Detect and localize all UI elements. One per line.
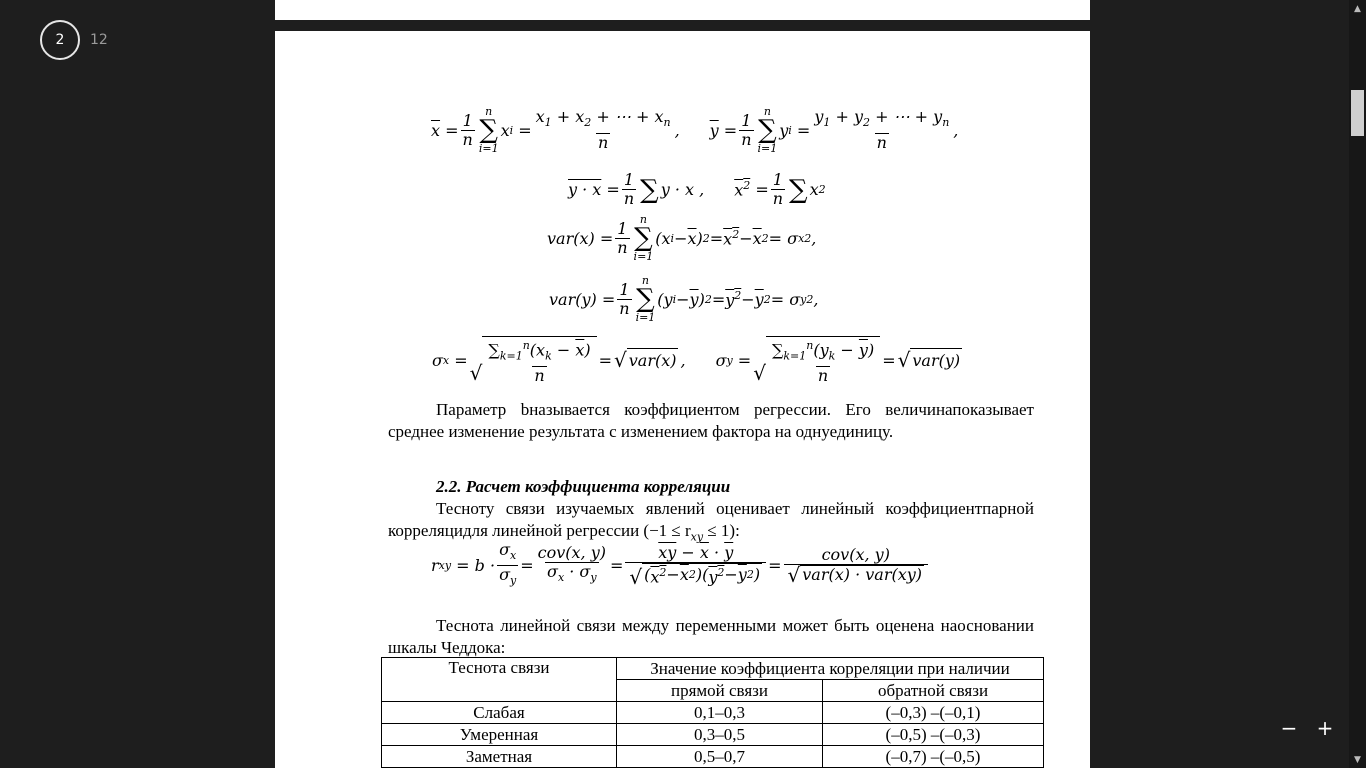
formula-means: $\overline{x}$ = $\frac{1}{n}$ n ∑ i=1 x i = $\frac{x_1 + x_2 + \cdots + x_n}{n}$ , $\overline{y}$ = $\frac{1}{n}$ n ∑ i=1 y i = $\frac{y_1 + y_2 + \cdots + y_n}{n}$ ,	[431, 105, 959, 155]
page-indicator	[40, 20, 108, 60]
formula-products: y · x = $\frac{1}{n}$ ∑ y · x , $x^2$ = $\frac{1}{n}$ ∑ x 2	[568, 170, 826, 208]
formula-correlation: r xy = b · $\frac{\sigma_x}{\sigma_y}$ = $\frac{\text{cov(x, y)}}{\sigma_x \cdot \sigma_y}$ = $\overline{xy} - \overline{x} \cdot \overline{y}$ √ ( $x^2$ − $\overline{x}$ 2 )( $y^2$ − $\overline{y}$ 2 ) = cov(x, y) √ var(x) · var(xy)	[431, 541, 930, 590]
cell-direct: 0,1–0,3	[617, 702, 823, 724]
table-row	[382, 724, 1044, 746]
current-page-badge[interactable]: 2	[40, 20, 80, 60]
table-header-strength: Теснота связи	[382, 658, 617, 702]
table-row	[382, 702, 1044, 724]
formula-sigma: σ x = √ $\frac{\sum_{k=1}^n(x_k - \overline{x})}{n}$ = √ var(x) , σ y = √ $\frac{\sum_{k=1}^n(y_k - \overline{y})}{n}$ = √ var(y)	[432, 336, 964, 385]
table-subheader-inverse: обратной связи	[823, 680, 1044, 702]
table-row	[382, 746, 1044, 768]
scroll-down-arrow-icon[interactable]: ▼	[1354, 754, 1361, 765]
zoom-in-button[interactable]: +	[1316, 716, 1334, 740]
chaddock-table	[381, 657, 1044, 768]
zoom-out-button[interactable]: −	[1280, 716, 1298, 740]
cell-inverse: (–0,3) –(–0,1)	[823, 702, 1044, 724]
paragraph-chaddock: Теснота линейной связи между переменными может быть оценена наосновании шкалы Чеддока:	[388, 616, 1034, 657]
scroll-thumb[interactable]	[1351, 90, 1364, 136]
section-heading: 2.2. Расчет коэффициента корреляции	[436, 477, 731, 496]
cell-strength: Умеренная	[382, 724, 617, 746]
cell-direct: 0,3–0,5	[617, 724, 823, 746]
table-header-value: Значение коэффициента корреляции при наличии	[617, 658, 1044, 680]
scroll-up-arrow-icon[interactable]: ▲	[1354, 3, 1361, 14]
paragraph-correlation: Тесноту связи изучаемых явлений оценивает линейный коэффициентпарной корреляцидля линейной регрессии $(-1 \le r_{xy} \le 1)$:	[388, 499, 1034, 544]
formula-var-y: var(y) = $\frac{1}{n}$ n ∑ i=1 (y i − $\overline{y}$ ) 2 = $y^2$ − $\overline{y}$ 2 = σ y 2 ,	[549, 274, 819, 324]
table-subheader-direct: прямой связи	[617, 680, 823, 702]
formula-var-x: var(x) = $\frac{1}{n}$ n ∑ i=1 (x i − $\overline{x}$ ) 2 = $x^2$ − $\overline{x}$ 2 = σ x 2 ,	[547, 213, 817, 263]
document-page	[275, 31, 1090, 768]
cell-inverse: (–0,5) –(–0,3)	[823, 724, 1044, 746]
paragraph-regression-coefficient: Параметр bназывается коэффициентом регрессии. Его величинапоказывает среднее изменение результата с изменением фактора на однуединицу.	[388, 400, 1034, 441]
previous-page-edge	[275, 0, 1090, 20]
vertical-scrollbar[interactable]	[1349, 0, 1366, 768]
cell-direct: 0,5–0,7	[617, 746, 823, 768]
cell-inverse: (–0,7) –(–0,5)	[823, 746, 1044, 768]
cell-strength: Слабая	[382, 702, 617, 724]
total-pages: 12	[90, 32, 108, 48]
page-gap	[275, 20, 1090, 31]
cell-strength: Заметная	[382, 746, 617, 768]
